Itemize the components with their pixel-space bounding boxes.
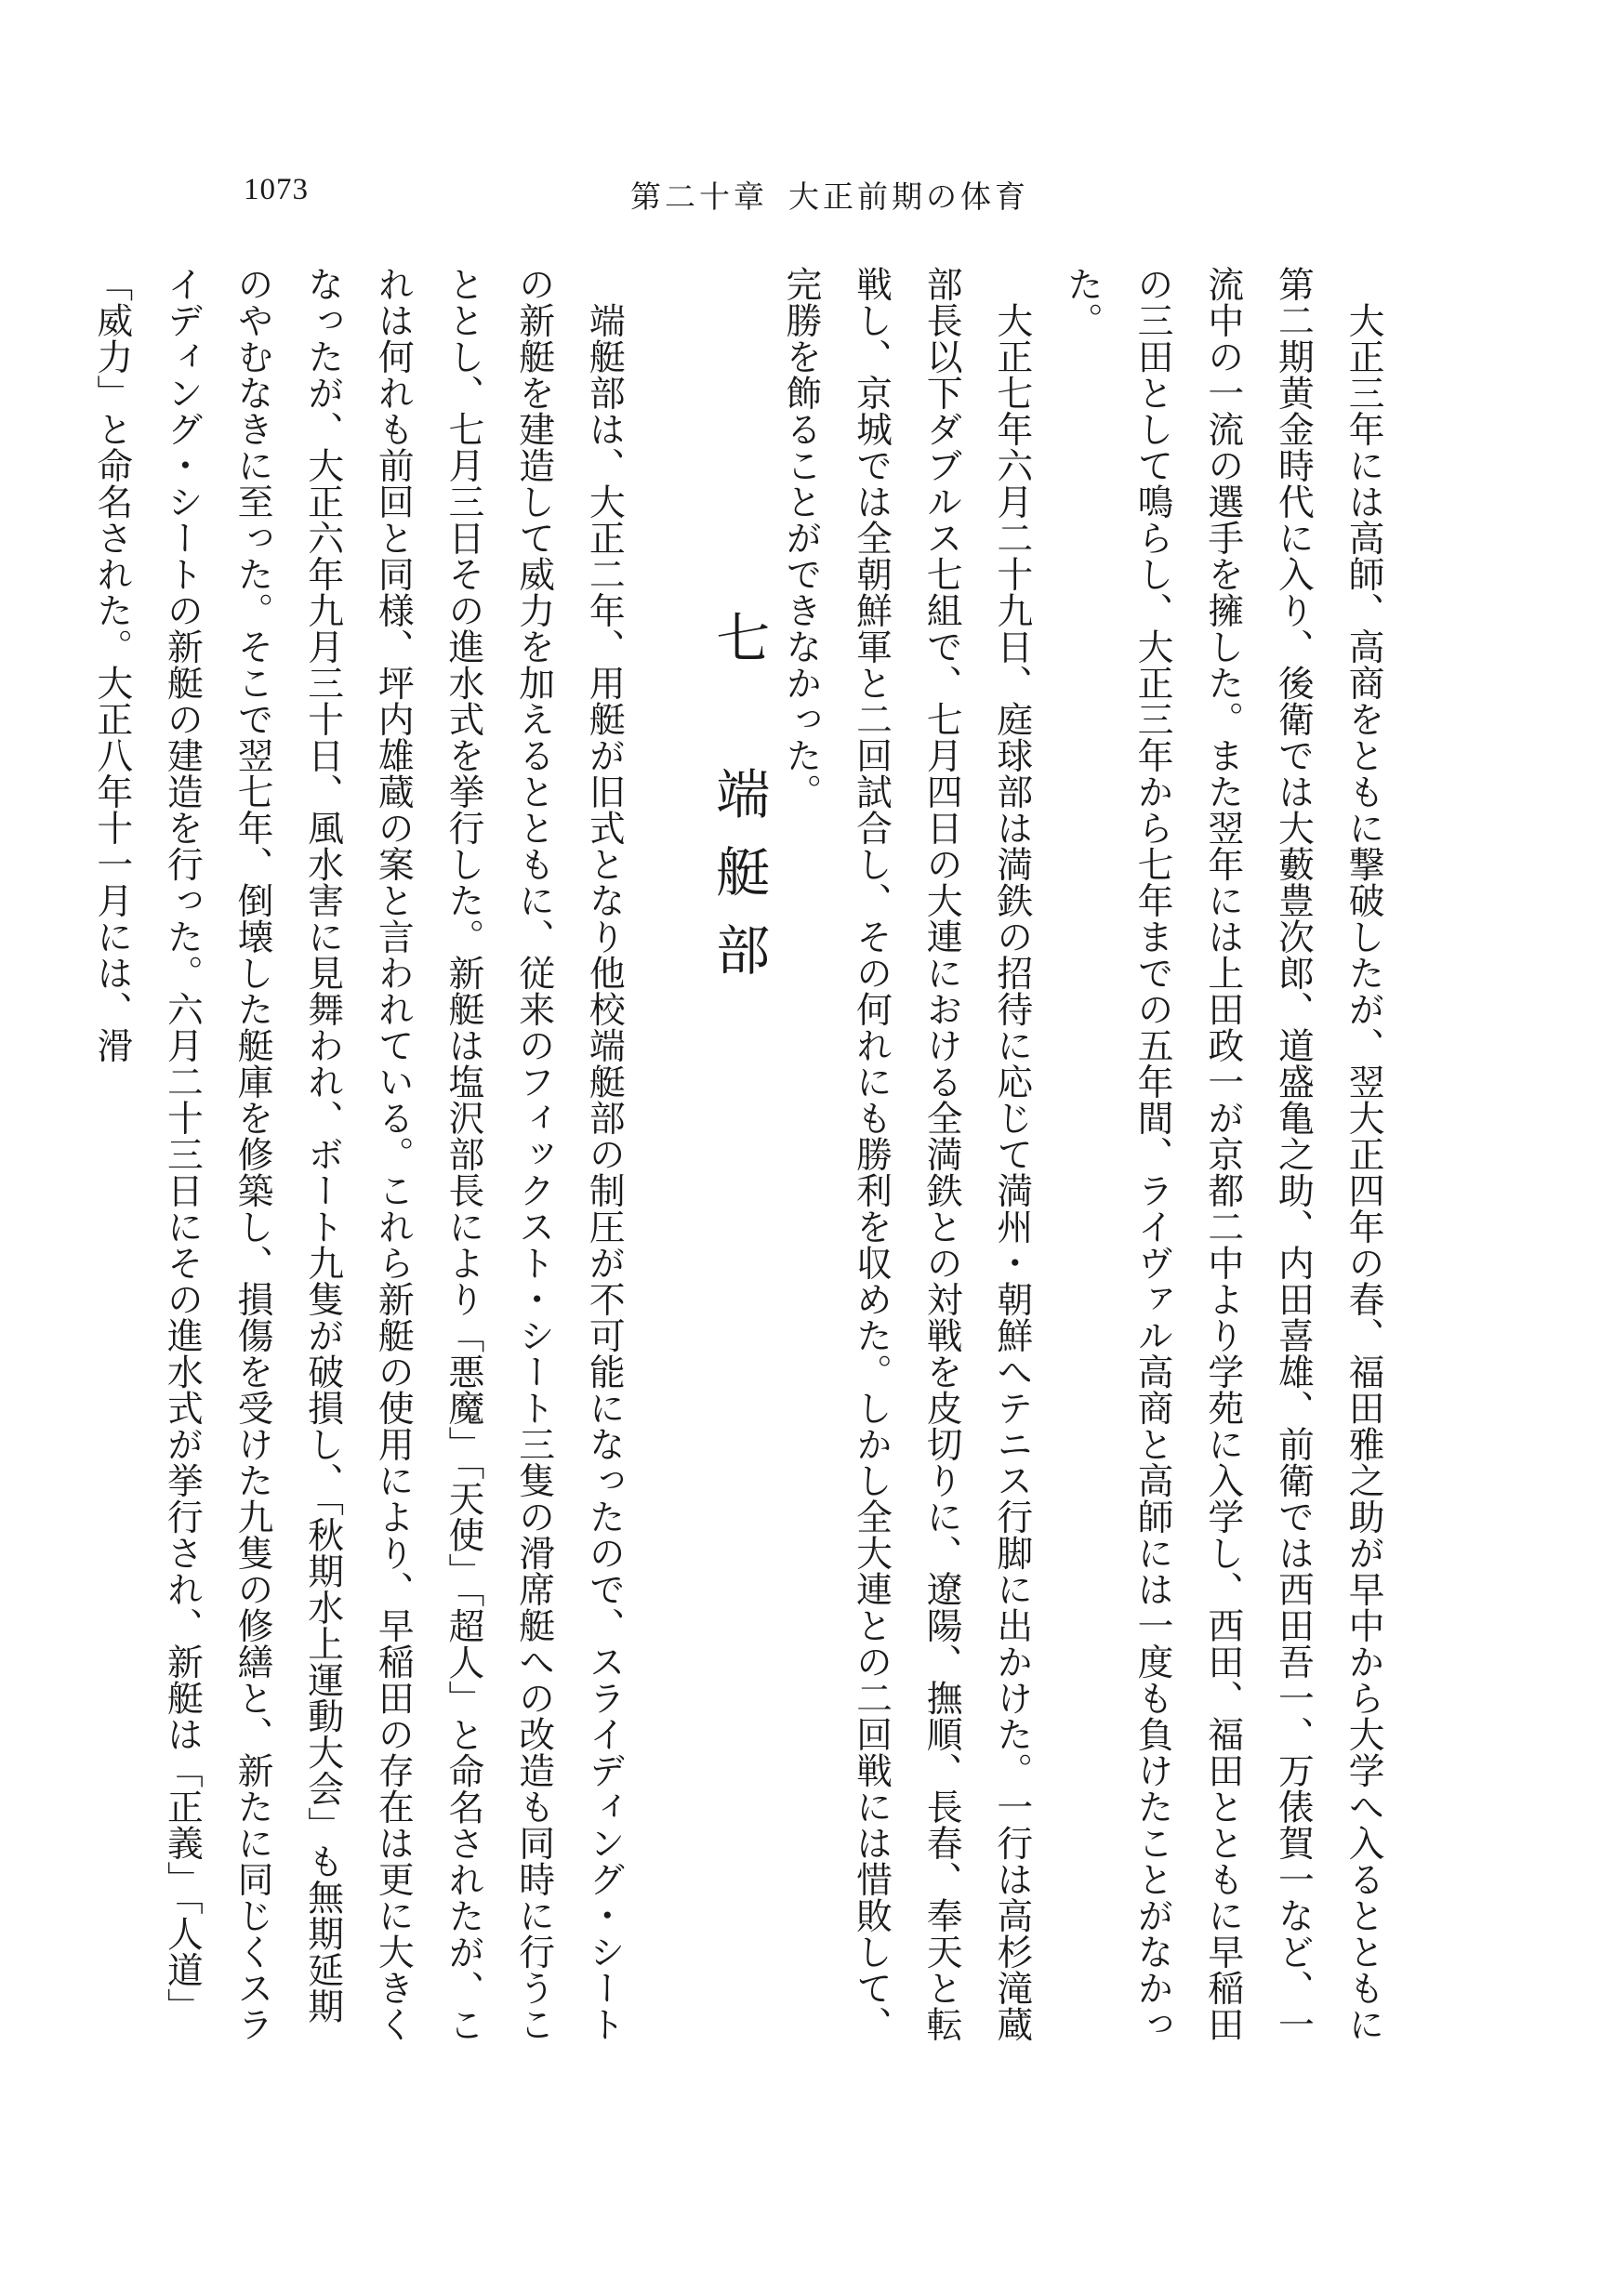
running-head <box>630 173 1029 217</box>
paragraph: 端艇部は、大正二年、用艇が旧式となり他校端艇部の制圧が不可能になったので、スライディング・シートの新艇を建造して威力を加えるとともに、従来のフィックスト・シート三隻の滑席艇への改造も同時に行うこととし、七月三日その進水式を挙行した。新艇は塩沢部長により「悪魔」「天使」「超人」と命名されたが、これは何れも前回と同様、坪内雄蔵の案と言われている。これら新艇の使用により、早稲田の存在は更に大きくなったが、大正六年九月三十日、風水害に見舞われ、ボート九隻が破損し、「秋期水上運動大会」も無期延期のやむなきに至った。そこで翌七年、倒壊した艇庫を修築し、損傷を受けた九隻の修繕と、新たに同じくスライディング・シートの新艇の建造を行った。六月二十三日にその進水式が挙行され、新艇は「正義」「人道」「威力」と命名された。大正八年十一月には、滑 <box>90 266 626 2043</box>
paragraph: 大正三年には高師、高商をともに撃破したが、翌大正四年の春、福田雅之助が早中から大学へ入るとともに第二期黄金時代に入り、後衛では大藪豊次郎、道盛亀之助、内田喜雄、前衛では西田吾一、万俵賀一など、一流中の一流の選手を擁した。また翌年には上田政一が京都二中より学苑に入学し、西田、福田とともに早稲田の三田として鳴らし、大正三年から七年までの五年間、ライヴァル高商と高師には一度も負けたことがなかった。 <box>1061 266 1384 2042</box>
chapter-number: 第二十章 <box>630 178 768 215</box>
page-number: 1073 <box>244 173 309 206</box>
section-heading: 七 端艇部 <box>707 610 771 1000</box>
paragraph: 大正七年六月二十九日、庭球部は満鉄の招待に応じて満州・朝鮮へテニス行脚に出かけた。一行は高杉滝蔵部長以下ダブルス七組で、七月四日の大連における全満鉄との対戦を皮切りに、遼陽、撫順、長春、奉天と転戦し、京城では全朝鮮軍と二回試合し、その何れにも勝利を収めた。しかし全大連との二回戦には惜敗して、完勝を飾ることができなかった。 <box>779 266 1033 2042</box>
body-text <box>76 266 1398 2060</box>
chapter-title: 大正前期の体育 <box>788 178 1029 215</box>
